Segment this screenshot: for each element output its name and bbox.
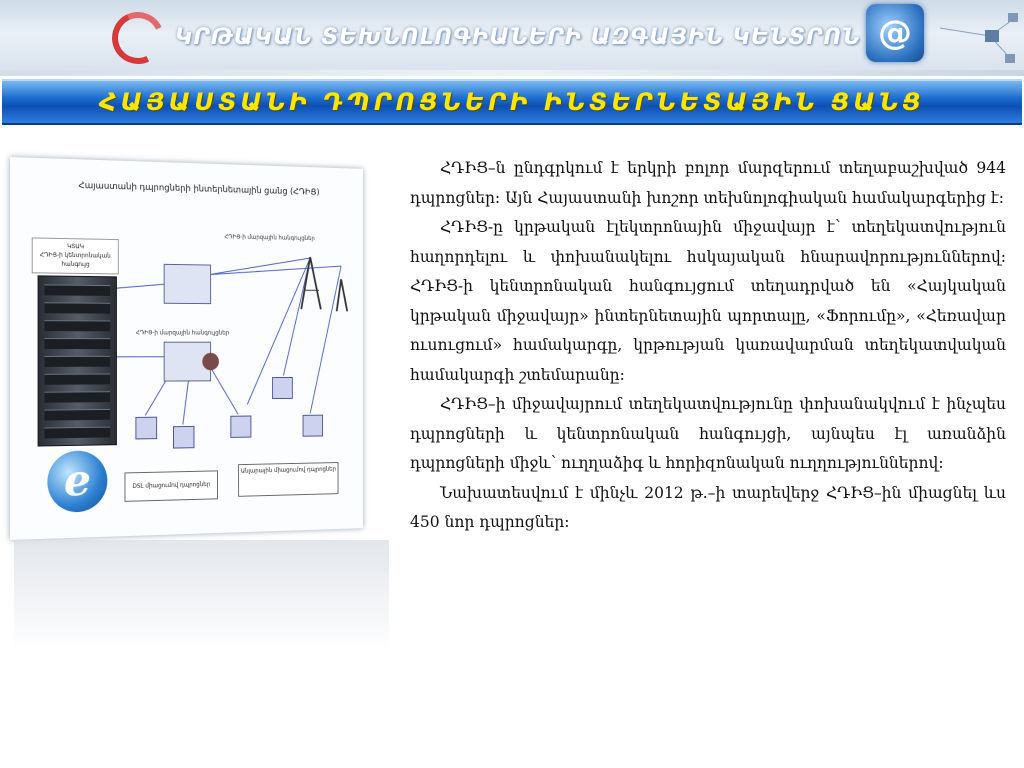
paragraph-4: Նախատեսվում է մինչև 2012 թ.–ի տարեվերջ ՀԴԻՑ–ին միացնել ևս 450 նոր դպրոցներ։ <box>410 483 1006 531</box>
central-node-label <box>32 237 119 274</box>
central-node-label-line1: ԿՏԱԿ <box>67 243 85 251</box>
wireless-schools-box: Անլարային միացումով դպրոցներ <box>238 462 338 497</box>
internet-globe-icon <box>47 450 107 513</box>
central-node-label-line2: ՀԴԻՑ-ի կենտրոնական <box>39 251 111 260</box>
dsl-schools-box: DSL միացումով դպրոցներ <box>125 470 218 501</box>
diagram-title-text: Հայաստանի դպրոցների ինտերնետային ցանց <box>78 181 288 197</box>
network-decoration-icon <box>930 8 1024 70</box>
paragraph-3: ՀԴԻՑ–ի միջավայրում տեղեկատվությունը փոխանակվում է ինչպես դպրոցների և կենտրոնական հանգույցի, այնպես էլ առանձին դպրոցների միջև՝ ուղղաձիգ և հորիզոնական ուղղություններով։ <box>410 395 1006 472</box>
organization-title: ԿՐԹԱԿԱՆ ՏԵԽՆՈԼՈԳԻԱՆԵՐԻ ԱԶԳԱՅԻՆ ԿԵՆՏՐՈՆ <box>175 25 861 50</box>
central-node-label-line3: հանգույց <box>61 260 90 269</box>
diagram-reflection <box>14 540 389 650</box>
header-banner <box>0 0 1024 76</box>
crescent-logo-icon <box>105 5 172 72</box>
main-text <box>410 154 1006 538</box>
paragraph-1: ՀԴԻՑ–ն ընդգրկում է երկրի բոլոր մարզերում տեղաբաշխված 944 դպրոցներ։ Այն Հայաստանի խոշոր տեխնոլոգիական համակարգերից է։ <box>410 159 1006 207</box>
header-divider <box>0 70 1024 76</box>
globe-letter: e <box>63 455 92 507</box>
at-sign-icon <box>866 4 924 62</box>
page-title: ՀԱՅԱՍՏԱՆԻ ԴՊՐՈՑՆԵՐԻ ԻՆՏԵՐՆԵՏԱՅԻՆ ՑԱՆՑ <box>99 88 925 116</box>
title-bar <box>2 79 1022 125</box>
server-rack-image <box>38 275 117 446</box>
regional-node-label-middle: ՀԴԻՑ-ի մարզային հանգույցներ <box>135 329 230 337</box>
network-diagram <box>10 157 363 540</box>
paragraph-2: ՀԴԻՑ-ը կրթական էլեկտրոնային միջավայր է՝ տեղեկատվություն հաղորդելու և փոխանակելու հսկայական հնարավորություններով։ ՀԴԻՑ-ի կենտրոնական հանգույցում տեղադրված են «Հայկական կրթական միջավայր» ինտերնետային պորտալը, «Ֆորումը», «Հեռավար ուսուցում» համակարգը, կրթության կառավարման տեղեկատվական համակարգի շտեմարանը։ <box>410 218 1006 384</box>
regional-node-label-top: ՀԴԻՑ-ի մարզային հանգույցներ <box>224 233 315 243</box>
at-sign-glyph: @ <box>878 13 912 53</box>
diagram-title-abbr: (ՀԴԻՑ) <box>290 187 320 198</box>
